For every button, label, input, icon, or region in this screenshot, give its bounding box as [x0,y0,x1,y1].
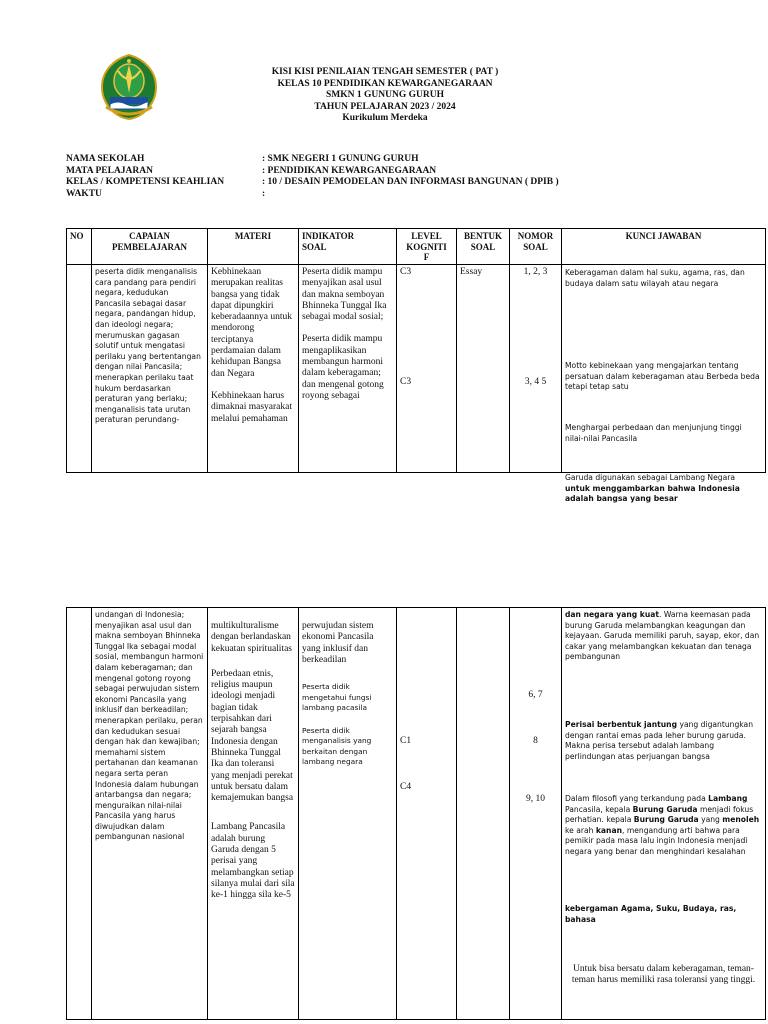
heading-curriculum: Kurikulum Merdeka [342,113,428,123]
col-capaian: CAPAIAN PEMBELAJARAN [92,229,208,265]
info-value: : 10 / DESAIN PEMODELAN DAN INFORMASI BANGUNAN ( DPIB ) [262,177,559,187]
info-label: WAKTU [66,188,102,199]
cell-materi: Kebhinekaan merupakan realitas bangsa yang tidak dapat dipungkiri keberadaannya untuk mendorong terciptanya perdamaian dalam kehidupan Bangsa dan Negara Kebhinekaan harus dimaknai masyarakat melalui pemahaman [208,265,299,473]
heading-title: KISI KISI PENILAIAN TENGAH SEMESTER ( PAT ) [271,67,499,77]
table-row [67,608,766,1020]
col-bentuk: BENTUK SOAL [457,229,510,265]
cell-capaian: peserta didik menganalisis cara pandang para pendiri negara, kedudukan Pancasila sebagai dasar negara, pandangan hidup, dan ideologi negara; merumuskan gagasan solutif untuk mengatasi perilaku yang bertentangan dengan nilai Pancasila; menerapkan perilaku taat hukum berdasarkan peraturan yang berlaku; menganalisis tata urutan peraturan perundang- [92,265,208,473]
cell-no [67,608,92,1020]
col-nomor: NOMOR SOAL [510,229,562,265]
col-indikator: INDIKATOR SOAL [299,229,397,265]
cell-nomor: 1, 2, 3 3, 4 5 [510,265,562,473]
col-kunci: KUNCI JAWABAN [562,229,766,265]
info-value: : SMK NEGERI 1 GUNUNG GURUH [262,154,419,164]
cell-bentuk: Essay [457,265,510,473]
heading-class: KELAS 10 PENDIDIKAN KEWARGANEGARAAN [277,78,493,89]
col-no: NO [67,229,92,265]
info-value: : [262,188,266,199]
info-value: : PENDIDIKAN KEWARGANEGARAAN [262,165,437,176]
table-row [67,265,766,473]
heading-year: TAHUN PELAJARAN 2023 / 2024 [314,101,456,112]
info-label: KELAS / KOMPETENSI KEAHLIAN [66,177,225,187]
col-materi: MATERI [208,229,299,265]
grid-table-page-1 [66,228,766,504]
cell-level: C3 C3 [397,265,457,473]
cell-kunci: Keberagaman dalam hal suku, agama, ras, dan budaya dalam satu wilayah atau negara Motto kebinekaan yang mengajarkan tentang persatuan dalam keberagaman atau Berbeda beda tetapi tetap satu Menghargai perbedaan dan menjunjung tinggi nilai-nilai Pancasila Garuda digunakan sebagai Lambang Negara untuk menggambarkan bahwa Indonesia adalah bangsa yang besar [562,265,766,473]
cell-indikator: perwujudan sistem ekonomi Pancasila yang inklusif dan berkeadilan Peserta didik mengetahui fungsi lambang pacasila Peserta didik menganalisis yang berkaitan dengan lambang negara [299,608,397,1020]
header-row [67,229,766,265]
cell-capaian: undangan di Indonesia; menyajikan asal usul dan makna semboyan Bhinneka Tunggal Ika sebagai modal sosial, membangun harmoni dalam keberagaman; dan mengenal gotong royong sebagai perwujudan sistem ekonomi Pancasila yang inklusif dan berkeadilan; menerapkan perilaku, peran dan kedudukan sesuai dengan hak dan kewajiban; memahami sistem pertahanan dan keamanan negara serta peran Indonesia dalam hubungan antarbangsa dan negara; menguraikan nilai-nilai Pancasila yang harus diwujudkan dalam pembangunan nasional [92,608,208,1020]
west-java-emblem-icon [100,53,158,121]
cell-no [67,265,92,473]
heading-school: SMKN 1 GUNUNG GURUH [326,90,444,100]
cell-materi: multikulturalisme dengan berlandaskan kekuatan spiritualitas Perbedaan etnis, religius maupun ideologi menjadi bagian tidak terpisahkan dari sejarah bangsa Indonesia dengan Bhinneka Tunggal Ika dan toleransi yang menjadi perekat untuk bersatu dalam kemajemukan bangsa Lambang Pancasila adalah burung Garuda dengan 5 perisai yang melambangkan setiap silanya mulai dari sila ke-1 hingga sila ke-5 [208,608,299,1020]
cell-indikator: Peserta didik mampu menyajikan asal usul dan makna semboyan Bhinneka Tunggal Ika sebagai modal sosial; Peserta didik mampu mengaplikasikan membangun harmoni dalam keberagaman; dan mengenal gotong royong sebagai [299,265,397,473]
info-label: MATA PELAJARAN [66,165,153,176]
grid-table-page-2 [66,607,766,1020]
col-level: LEVEL KOGNITI F [397,229,457,265]
info-label: NAMA SEKOLAH [66,154,145,164]
cell-nomor: 6, 7 8 9, 10 [510,608,562,1020]
document-heading [225,67,545,125]
cell-kunci: dan negara yang kuat. Warna keemasan pada burung Garuda melambangkan keagungan dan kejayaan. Garuda memiliki paruh, sayap, ekor, dan cakar yang melambangkan kekuatan dan tenaga pembangunan Perisai berbentuk jantung yang digantungkan dengan rantai emas pada leher burung garuda. Makna perisa tersebut adalah lambang perlindungan atas perjuangan bangsa Dalam filosofi yang terkandung pada Lambang Pancasila, kepala Burung Garuda menjadi fokus perhatian. kepala Burung Garuda yang menoleh ke arah kanan, mengandung arti bahwa para pemikir pada masa lalu ingin Indonesia menjadi negara yang benar dan menghindari kesalahan kebergaman Agama, Suku, Budaya, ras, bahasa Untuk bisa bersatu dalam keberagaman, teman-teman harus memiliki rasa toleransi yang tinggi. [562,608,766,1020]
cell-level: C1 C4 [397,608,457,1020]
cell-bentuk [457,608,510,1020]
